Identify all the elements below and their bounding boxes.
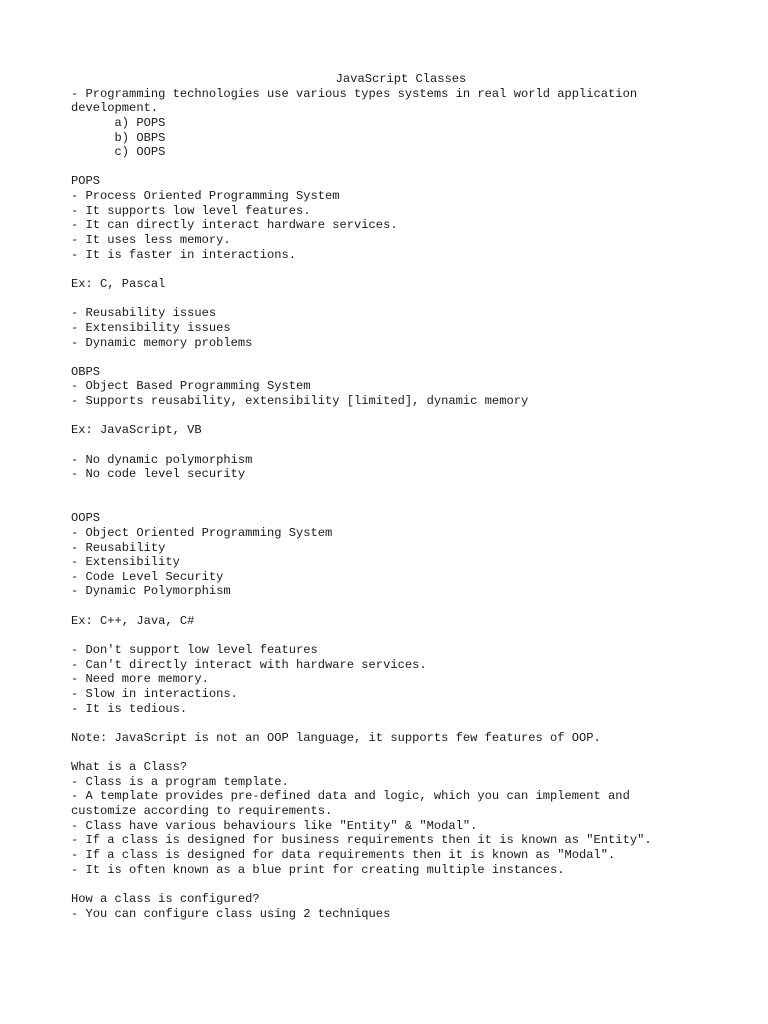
- document-page: [71, 72, 731, 921]
- text-line: [71, 497, 731, 512]
- text-line: a) POPS: [71, 115, 166, 130]
- text-line: - It is tedious.: [71, 701, 188, 716]
- text-line: c) OOPS: [71, 145, 166, 160]
- text-line: - Dynamic Polymorphism: [71, 584, 231, 599]
- text-line: - No dynamic polymorphism: [71, 452, 253, 467]
- text-line: - It is faster in interactions.: [71, 247, 296, 262]
- text-line: - If a class is designed for data requirements then it is known as "Modal".: [71, 847, 616, 862]
- text-line: - Object Based Programming System: [71, 379, 311, 394]
- text-line: - Extensibility issues: [71, 320, 231, 335]
- text-line: Ex: JavaScript, VB: [71, 423, 202, 438]
- text-line: - Don't support low level features: [71, 642, 318, 657]
- text-line: - No code level security: [71, 467, 246, 482]
- document-title: JavaScript Classes: [335, 72, 467, 86]
- text-line: - It uses less memory.: [71, 233, 231, 248]
- text-line: Ex: C++, Java, C#: [71, 613, 195, 628]
- document-body: [71, 87, 731, 922]
- text-line: - Dynamic memory problems: [71, 335, 253, 350]
- text-line: - Supports reusability, extensibility [limited], dynamic memory: [71, 394, 529, 409]
- text-line: - Programming technologies use various types systems in real world application: [71, 86, 638, 101]
- text-line: OBPS: [71, 364, 101, 379]
- text-line: - Reusability: [71, 540, 166, 555]
- text-line: customize according to requirements.: [71, 804, 333, 819]
- text-line: [71, 292, 731, 307]
- text-line: [71, 482, 731, 497]
- text-line: - Process Oriented Programming System: [71, 189, 340, 204]
- text-line: Ex: C, Pascal: [71, 276, 166, 291]
- text-line: [71, 716, 731, 731]
- text-line: - It is often known as a blue print for creating multiple instances.: [71, 862, 565, 877]
- text-line: [71, 628, 731, 643]
- text-line: - Can't directly interact with hardware services.: [71, 657, 427, 672]
- text-line: What is a Class?: [71, 760, 188, 775]
- text-line: - Extensibility: [71, 555, 180, 570]
- text-line: [71, 409, 731, 424]
- text-line: - Class is a program template.: [71, 774, 289, 789]
- text-line: [71, 438, 731, 453]
- text-line: POPS: [71, 174, 101, 189]
- text-line: Note: JavaScript is not an OOP language, it supports few features of OOP.: [71, 730, 601, 745]
- text-line: OOPS: [71, 511, 101, 526]
- text-line: - Need more memory.: [71, 672, 209, 687]
- text-line: [71, 262, 731, 277]
- text-line: b) OBPS: [71, 130, 166, 145]
- text-line: - It can directly interact hardware services.: [71, 218, 398, 233]
- text-line: - It supports low level features.: [71, 203, 311, 218]
- text-line: - Class have various behaviours like "Entity" & "Modal".: [71, 818, 478, 833]
- text-line: development.: [71, 101, 159, 116]
- text-line: - Reusability issues: [71, 306, 217, 321]
- text-line: - You can configure class using 2 techniques: [71, 906, 391, 921]
- text-line: [71, 745, 731, 760]
- text-line: - Object Oriented Programming System: [71, 525, 333, 540]
- text-line: [71, 599, 731, 614]
- text-line: [71, 350, 731, 365]
- text-line: - If a class is designed for business requirements then it is known as "Entity".: [71, 833, 652, 848]
- text-line: - Slow in interactions.: [71, 686, 238, 701]
- text-line: [71, 877, 731, 892]
- text-line: [71, 160, 731, 175]
- text-line: How a class is configured?: [71, 891, 260, 906]
- text-line: - Code Level Security: [71, 569, 224, 584]
- text-line: - A template provides pre-defined data and logic, which you can implement and: [71, 789, 630, 804]
